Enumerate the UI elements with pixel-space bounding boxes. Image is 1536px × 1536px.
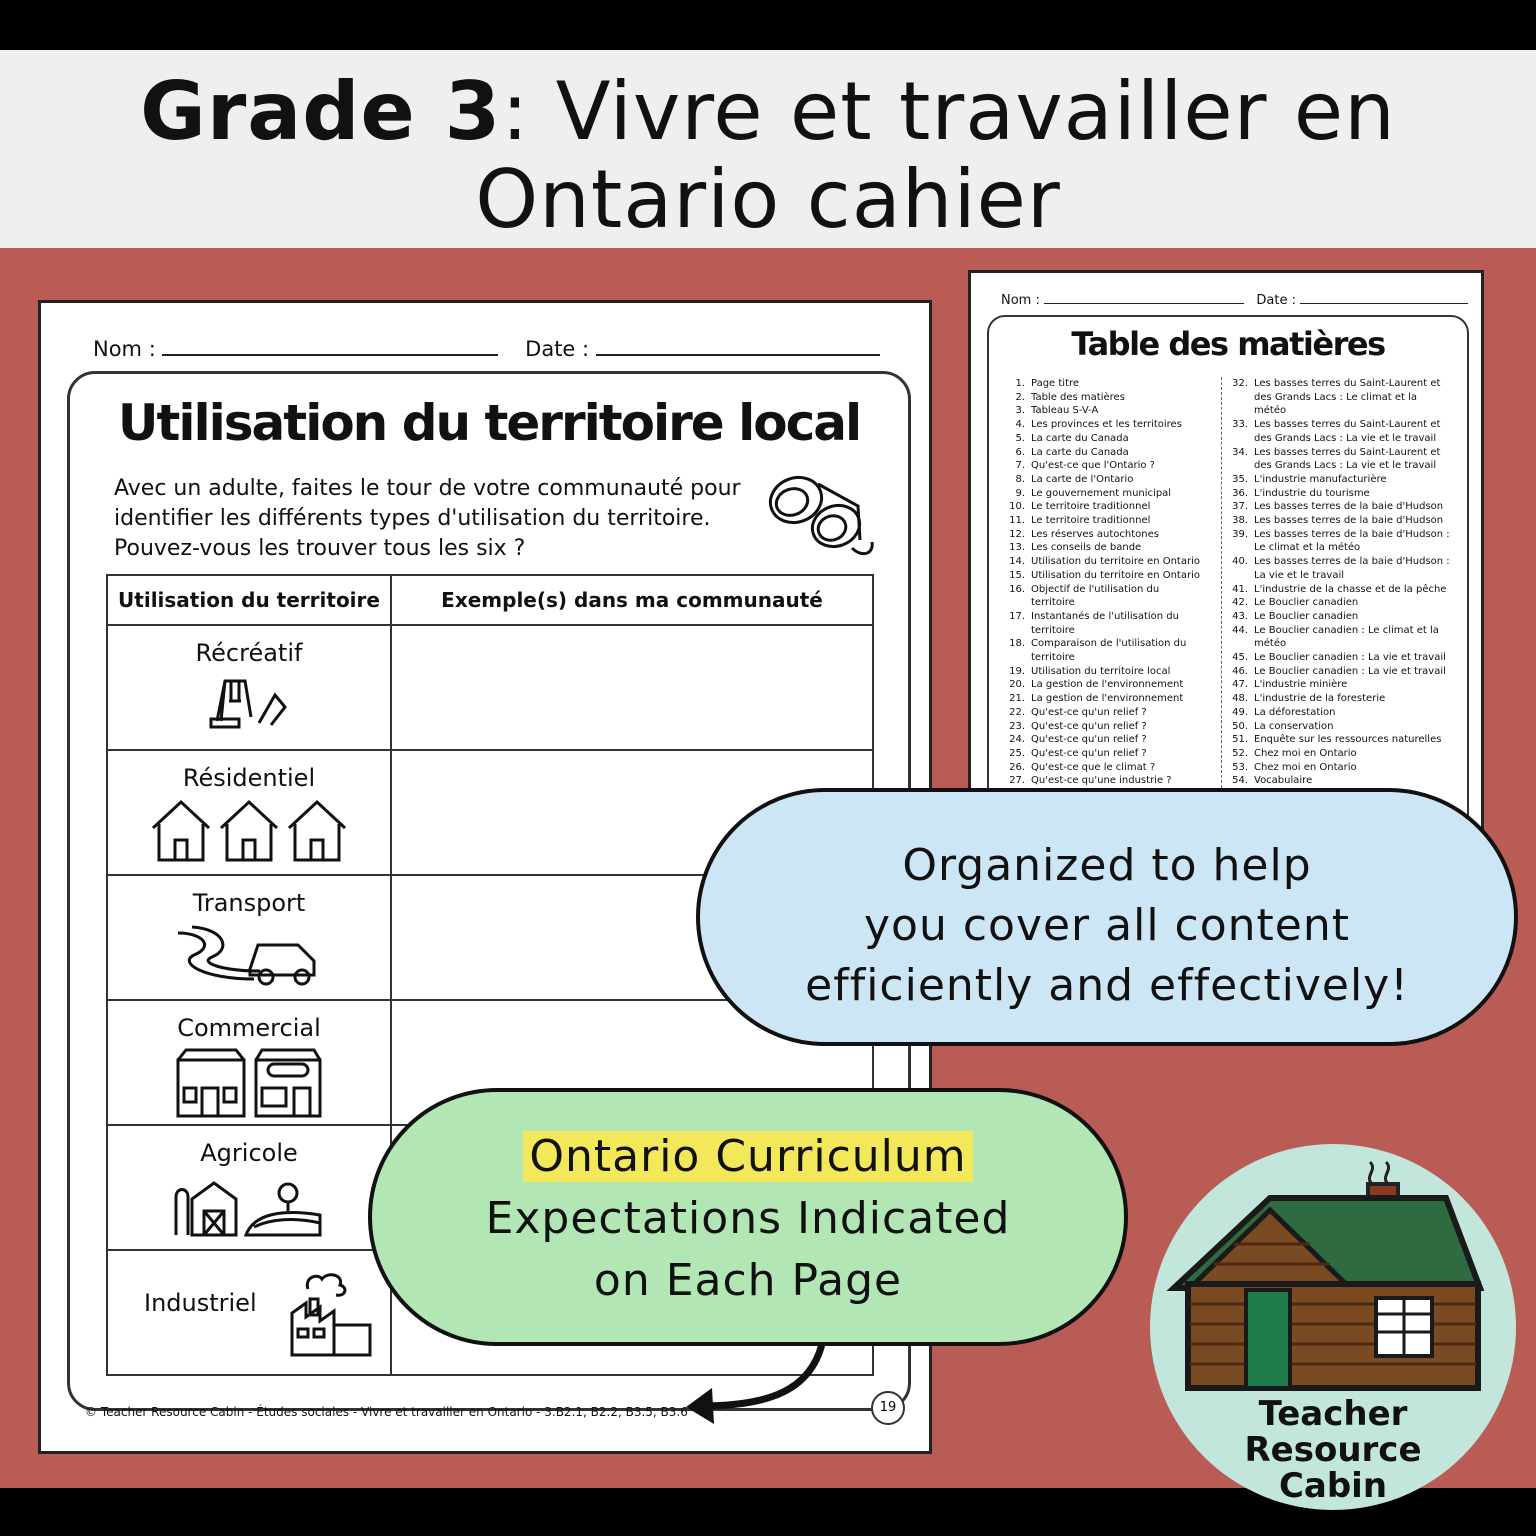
toc-item: [1226, 665, 1456, 679]
toc-item-number: 53.: [1232, 761, 1248, 773]
toc-item-number: 27.: [1009, 775, 1025, 787]
toc-item-title: La carte du Canada: [1031, 432, 1129, 444]
toc-item: [1226, 774, 1456, 788]
toc-item: [1003, 747, 1223, 761]
toc-item-number: [1003, 651, 1025, 665]
toc-column-left: [1003, 377, 1223, 788]
toc-item-number: 22.: [1009, 706, 1025, 718]
toc-sheet: [968, 270, 1484, 830]
toc-item-title: Le territoire traditionnel: [1031, 515, 1151, 527]
toc-item-number: 36.: [1232, 487, 1248, 499]
toc-item: [1226, 418, 1456, 432]
toc-item-title: territoire: [1031, 597, 1075, 609]
toc-item: [1003, 418, 1223, 432]
toc-item-number: 6.: [1015, 446, 1025, 458]
name-date-row: Nom : Date :: [93, 337, 880, 361]
toc-item-number: 54.: [1232, 775, 1248, 787]
row-label-industriel: Industriel: [144, 1289, 257, 1317]
toc-item-number: 2.: [1015, 391, 1025, 403]
page-title: Grade 3: Vivre et travailler en Ontario cahier: [140, 65, 1396, 246]
toc-item-title: des Grands Lacs : La vie et le travail: [1254, 460, 1437, 472]
toc-item-number: 15.: [1009, 569, 1025, 581]
toc-item-title: Qu'est-ce qu'une industrie ?: [1031, 775, 1172, 787]
toc-item-title: Chez moi en Ontario: [1254, 761, 1357, 773]
toc-item-title: Comparaison de l'utilisation du: [1031, 638, 1187, 650]
toc-item: [1003, 459, 1223, 473]
toc-item: [1003, 596, 1223, 610]
toc-item-number: 4.: [1015, 419, 1025, 431]
row-label-commercial: Commercial: [177, 1014, 321, 1042]
toc-item-title: Qu'est-ce que le climat ?: [1031, 761, 1156, 773]
toc-item-title: La carte du Canada: [1031, 446, 1129, 458]
toc-item-title: L'industrie minière: [1254, 679, 1348, 691]
toc-item-title: Les provinces et les territoires: [1031, 419, 1182, 431]
toc-item-number: 25.: [1009, 747, 1025, 759]
toc-item-title: Le territoire traditionnel: [1031, 501, 1151, 513]
toc-item: [1226, 377, 1456, 391]
toc-item-number: 7.: [1015, 460, 1025, 472]
toc-item-title: Les basses terres de la baie d'Hudson: [1254, 501, 1444, 513]
toc-item-number: [1226, 391, 1248, 405]
answer-cell[interactable]: [391, 625, 873, 750]
toc-item: [1003, 569, 1223, 583]
toc-item-title: Qu'est-ce qu'un relief ?: [1031, 747, 1147, 759]
toc-item: [1226, 706, 1456, 720]
toc-item-title: Instantanés de l'utilisation du: [1031, 610, 1179, 622]
toc-item: [1003, 541, 1223, 555]
toc-item-title: Qu'est-ce qu'un relief ?: [1031, 720, 1147, 732]
toc-item-title: Le climat et la météo: [1254, 542, 1361, 554]
toc-item: [1226, 487, 1456, 501]
toc-item-number: 17.: [1009, 610, 1025, 622]
page-number: 19: [871, 1391, 905, 1425]
toc-item-number: 33.: [1232, 419, 1248, 431]
organized-callout: Organized to help you cover all content efficiently and effectively!: [696, 788, 1518, 1046]
toc-item: [1003, 624, 1223, 638]
toc-item-number: 38.: [1232, 515, 1248, 527]
toc-item-number: 9.: [1015, 487, 1025, 499]
toc-item-title: Le Bouclier canadien: [1254, 597, 1359, 609]
toc-item-number: 11.: [1009, 515, 1025, 527]
toc-item-number: 37.: [1232, 501, 1248, 513]
toc-item: [1003, 665, 1223, 679]
toc-item-title: Le Bouclier canadien : La vie et travail: [1254, 665, 1446, 677]
toc-item: [1003, 610, 1223, 624]
toc-item-title: La vie et le travail: [1254, 569, 1345, 581]
toc-item-number: 35.: [1232, 473, 1248, 485]
toc-item-title: Les basses terres du Saint-Laurent et: [1254, 419, 1441, 431]
toc-item: [1003, 404, 1223, 418]
toc-item-number: 10.: [1009, 501, 1025, 513]
toc-item: [1226, 432, 1456, 446]
toc-item-title: L'industrie de la foresterie: [1254, 693, 1386, 705]
toc-item-title: Qu'est-ce qu'un relief ?: [1031, 734, 1147, 746]
playground-icon: [209, 673, 289, 729]
toc-item: [1003, 487, 1223, 501]
toc-item-title: Les basses terres de la baie d'Hudson :: [1254, 528, 1450, 540]
table-row: [107, 625, 873, 750]
toc-item: [1226, 733, 1456, 747]
toc-item: [1226, 446, 1456, 460]
toc-item-number: 12.: [1009, 528, 1025, 540]
header-banner: [0, 50, 1536, 248]
toc-item-title: Les réserves autochtones: [1031, 528, 1159, 540]
toc-item: [1226, 528, 1456, 542]
toc-item-title: des Grands Lacs : La vie et le travail: [1254, 432, 1437, 444]
toc-item-number: 46.: [1232, 665, 1248, 677]
toc-item: [1226, 651, 1456, 665]
toc-item-number: 8.: [1015, 473, 1025, 485]
toc-item-title: Le gouvernement municipal: [1031, 487, 1172, 499]
toc-item-title: météo: [1254, 405, 1287, 417]
toc-item-number: 32.: [1232, 378, 1248, 389]
toc-item-title: Les conseils de bande: [1031, 542, 1142, 554]
toc-item-number: 45.: [1232, 652, 1248, 664]
houses-icon: [149, 798, 349, 862]
toc-item: [1003, 377, 1223, 391]
toc-item-number: 18.: [1009, 638, 1025, 650]
toc-item: [1003, 651, 1223, 665]
toc-name-date-row: Nom : Date :: [1001, 293, 1468, 308]
highlighted-text: Ontario Curriculum: [523, 1131, 972, 1182]
toc-item: [1003, 500, 1223, 514]
toc-item-title: L'industrie du tourisme: [1254, 487, 1370, 499]
toc-item-number: 5.: [1015, 432, 1025, 444]
toc-item-number: 21.: [1009, 693, 1025, 705]
toc-item-title: des Grands Lacs : Le climat et la: [1254, 391, 1417, 403]
toc-item-number: 49.: [1232, 706, 1248, 718]
toc-item-number: 16.: [1009, 583, 1025, 595]
toc-item-title: L'industrie manufacturière: [1254, 473, 1387, 485]
toc-item: [1003, 706, 1223, 720]
toc-item: [1226, 555, 1456, 569]
toc-item-title: Qu'est-ce que l'Ontario ?: [1031, 460, 1155, 472]
toc-item-number: 3.: [1015, 405, 1025, 417]
toc-item-title: Les basses terres du Saint-Laurent et: [1254, 446, 1441, 458]
toc-item-number: [1226, 569, 1248, 583]
toc-item: [1226, 500, 1456, 514]
column-header-examples: Exemple(s) dans ma communauté: [391, 575, 873, 625]
toc-item-title: Le Bouclier canadien : Le climat et la: [1254, 624, 1439, 636]
toc-item: [1003, 678, 1223, 692]
toc-item-title: La déforestation: [1254, 706, 1336, 718]
toc-item: [1226, 569, 1456, 583]
top-black-bar: [0, 0, 1536, 50]
toc-item-number: 24.: [1009, 734, 1025, 746]
toc-item: [1003, 774, 1223, 788]
curriculum-callout: Ontario Curriculum Expectations Indicated on Each Page: [368, 1088, 1128, 1346]
toc-item: [1003, 733, 1223, 747]
toc-column-right: [1221, 377, 1456, 788]
worksheet-footer: © Teacher Resource Cabin - Études sociales - Vivre et travailler en Ontario - 3.B2.1, B2.2, B3.5, B3.6: [85, 1405, 688, 1419]
worksheet-instructions: Avec un adulte, faites le tour de votre communauté pour identifier les différents types d'utilisation du territoire. Pouvez-vous les trouver tous les six ?: [114, 476, 741, 561]
toc-item: [1226, 692, 1456, 706]
toc-item-number: 48.: [1232, 693, 1248, 705]
toc-item-number: 13.: [1009, 542, 1025, 554]
toc-item-number: 14.: [1009, 556, 1025, 568]
toc-title: Table des matières: [1071, 325, 1385, 363]
toc-item-number: 39.: [1232, 528, 1248, 540]
arrow-icon: [650, 1340, 850, 1440]
toc-item-title: Le Bouclier canadien : La vie et travail: [1254, 652, 1446, 664]
toc-item-title: La gestion de l'environnement: [1031, 679, 1184, 691]
toc-item: [1226, 473, 1456, 487]
road-car-icon: [174, 923, 324, 987]
toc-item: [1003, 720, 1223, 734]
row-label-recreatif: Récréatif: [195, 639, 303, 667]
toc-item: [1226, 391, 1456, 405]
factory-icon: [288, 1269, 374, 1359]
toc-item-number: 34.: [1232, 446, 1248, 458]
cabin-icon: [1150, 1144, 1516, 1404]
toc-item-title: météo: [1254, 638, 1287, 650]
row-label-agricole: Agricole: [200, 1139, 298, 1167]
toc-item: [1003, 528, 1223, 542]
toc-item-title: Utilisation du territoire en Ontario: [1031, 556, 1200, 568]
toc-frame: [987, 315, 1469, 830]
toc-item-title: Tableau S-V-A: [1031, 405, 1099, 417]
toc-item: [1226, 404, 1456, 418]
toc-item-number: 52.: [1232, 747, 1248, 759]
toc-item-number: 20.: [1009, 679, 1025, 691]
toc-item-title: territoire: [1031, 624, 1075, 636]
toc-item: [1003, 583, 1223, 597]
toc-item-title: La gestion de l'environnement: [1031, 693, 1184, 705]
toc-item: [1226, 583, 1456, 597]
toc-item: [1003, 555, 1223, 569]
toc-item-title: Le Bouclier canadien: [1254, 610, 1359, 622]
toc-item-number: [1226, 432, 1248, 446]
toc-item: [1226, 459, 1456, 473]
row-label-transport: Transport: [192, 889, 306, 917]
toc-item-title: Les basses terres de la baie d'Hudson: [1254, 515, 1444, 527]
toc-item: [1226, 678, 1456, 692]
toc-item: [1226, 610, 1456, 624]
toc-item-title: Utilisation du territoire local: [1031, 665, 1171, 677]
toc-item-number: 19.: [1009, 665, 1025, 677]
toc-item-number: 23.: [1009, 720, 1025, 732]
teacher-resource-cabin-logo: Teacher Resource Cabin: [1150, 1144, 1516, 1510]
toc-item: [1226, 747, 1456, 761]
toc-item-number: [1226, 637, 1248, 651]
table-header-row: [107, 575, 873, 625]
toc-item-number: 51.: [1232, 734, 1248, 746]
toc-item-number: [1226, 404, 1248, 418]
toc-item: [1226, 637, 1456, 651]
toc-item-title: Qu'est-ce qu'un relief ?: [1031, 706, 1147, 718]
toc-item-number: 42.: [1232, 597, 1248, 609]
toc-item: [1003, 391, 1223, 405]
toc-item-title: Page titre: [1031, 378, 1080, 389]
toc-item-title: Les basses terres du Saint-Laurent et: [1254, 378, 1441, 389]
binoculars-icon: [762, 462, 882, 562]
toc-item-number: [1003, 596, 1025, 610]
toc-item-number: 44.: [1232, 624, 1248, 636]
row-label-residentiel: Résidentiel: [182, 764, 316, 792]
farm-icon: [174, 1173, 324, 1237]
toc-item: [1226, 514, 1456, 528]
toc-item: [1226, 761, 1456, 775]
toc-item: [1003, 692, 1223, 706]
toc-item-number: 1.: [1015, 378, 1025, 389]
toc-item-number: [1226, 541, 1248, 555]
toc-item-number: 43.: [1232, 610, 1248, 622]
toc-item-title: Table des matières: [1031, 391, 1125, 403]
toc-item: [1003, 761, 1223, 775]
toc-item: [1003, 637, 1223, 651]
toc-item-title: L'industrie de la chasse et de la pêche: [1254, 583, 1447, 595]
toc-item-number: 41.: [1232, 583, 1248, 595]
toc-item-title: Chez moi en Ontario: [1254, 747, 1357, 759]
toc-item-number: 50.: [1232, 720, 1248, 732]
toc-item-title: La conservation: [1254, 720, 1334, 732]
toc-item-number: [1003, 624, 1025, 638]
column-header-use: Utilisation du territoire: [107, 575, 391, 625]
toc-item-number: 40.: [1232, 556, 1248, 568]
toc-item-title: territoire: [1031, 652, 1075, 664]
toc-item: [1003, 432, 1223, 446]
toc-item: [1003, 514, 1223, 528]
toc-item-title: Enquête sur les ressources naturelles: [1254, 734, 1442, 746]
toc-item-title: Utilisation du territoire en Ontario: [1031, 569, 1200, 581]
toc-item-title: Vocabulaire: [1254, 775, 1313, 787]
toc-item-number: 26.: [1009, 761, 1025, 773]
toc-item: [1003, 446, 1223, 460]
toc-item-number: [1226, 459, 1248, 473]
stores-icon: [174, 1048, 324, 1118]
toc-item: [1226, 596, 1456, 610]
toc-item: [1003, 473, 1223, 487]
worksheet-title: Utilisation du territoire local: [117, 394, 861, 452]
toc-item-title: La carte de l'Ontario: [1031, 473, 1134, 485]
toc-item: [1226, 541, 1456, 555]
toc-item-title: Objectif de l'utilisation du: [1031, 583, 1160, 595]
toc-item: [1226, 720, 1456, 734]
toc-item-title: Les basses terres de la baie d'Hudson :: [1254, 556, 1450, 568]
toc-item-number: 47.: [1232, 679, 1248, 691]
toc-item: [1226, 624, 1456, 638]
